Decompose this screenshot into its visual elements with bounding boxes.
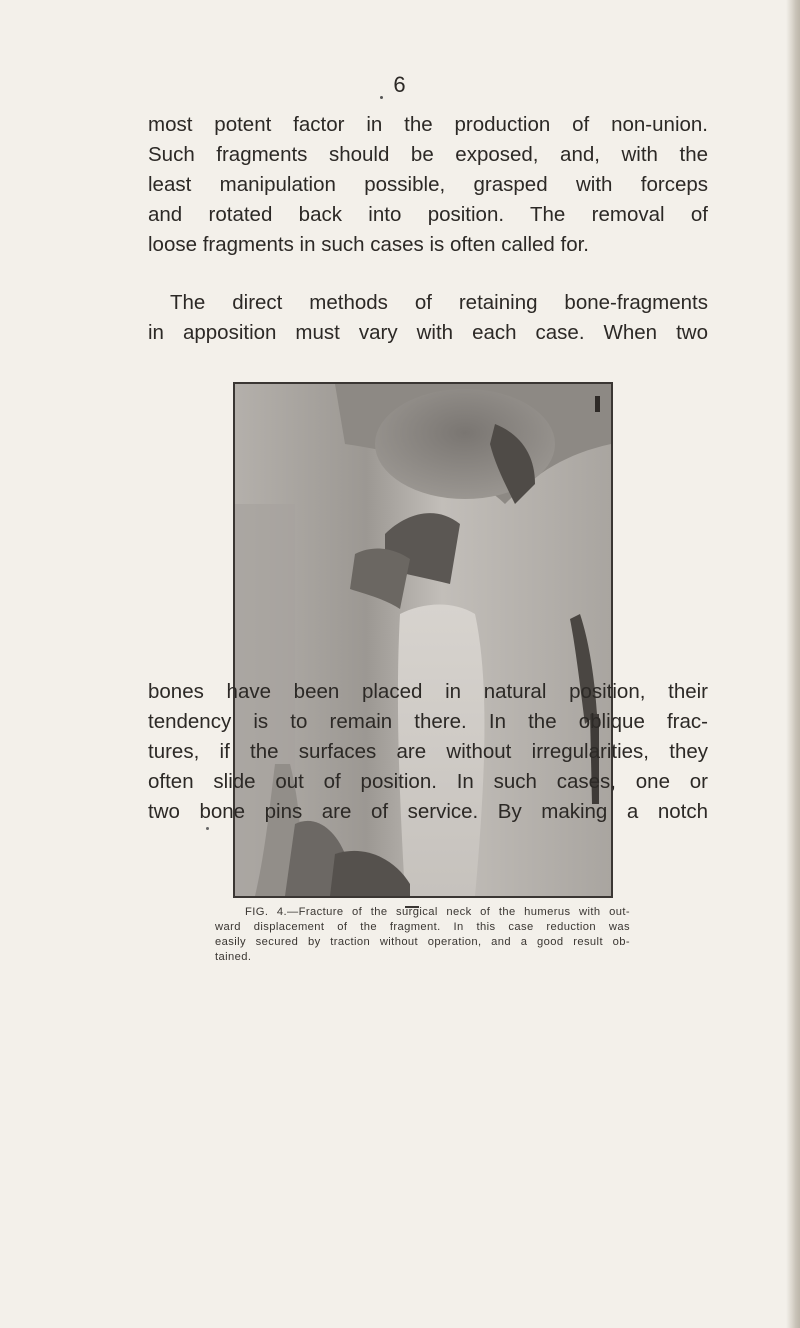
text-line: in apposition must vary with each case. When two xyxy=(148,321,708,344)
paragraph-1 xyxy=(148,110,708,260)
paragraph-3 xyxy=(148,677,708,827)
text-line: Such fragments should be exposed, and, with the xyxy=(148,143,708,166)
page-number: 6 xyxy=(393,72,407,97)
caption-line: ward displacement of the fragment. In this case reduction was xyxy=(215,921,630,933)
text-line: tures, if the surfaces are without irregularities, they xyxy=(148,740,708,763)
text-line: most potent factor in the production of non-union. xyxy=(148,113,708,136)
margin-speck xyxy=(206,827,209,830)
text-line: bones have been placed in natural position, their xyxy=(148,680,708,703)
caption-line: FIG. 4.—Fracture of the surgical neck of the humerus with out- xyxy=(245,906,630,918)
caption-line: easily secured by traction without operation, and a good result ob- xyxy=(215,936,630,948)
page-speck xyxy=(380,96,383,99)
text-line: often slide out of position. In such cases, one or xyxy=(148,770,708,793)
text-line: least manipulation possible, grasped with forceps xyxy=(148,173,708,196)
caption-line: tained. xyxy=(215,951,252,963)
paragraph-2 xyxy=(148,288,708,348)
text-line: tendency is to remain there. In the oblique frac- xyxy=(148,710,708,733)
text-line: and rotated back into position. The removal of xyxy=(148,203,708,226)
text-line: The direct methods of retaining bone-fragments xyxy=(170,291,708,314)
figure-caption xyxy=(215,905,630,965)
text-line: loose fragments in such cases is often called for. xyxy=(148,233,589,256)
text-line: two bone pins are of service. By making a notch xyxy=(148,800,708,823)
page-edge-shadow xyxy=(786,0,800,1328)
